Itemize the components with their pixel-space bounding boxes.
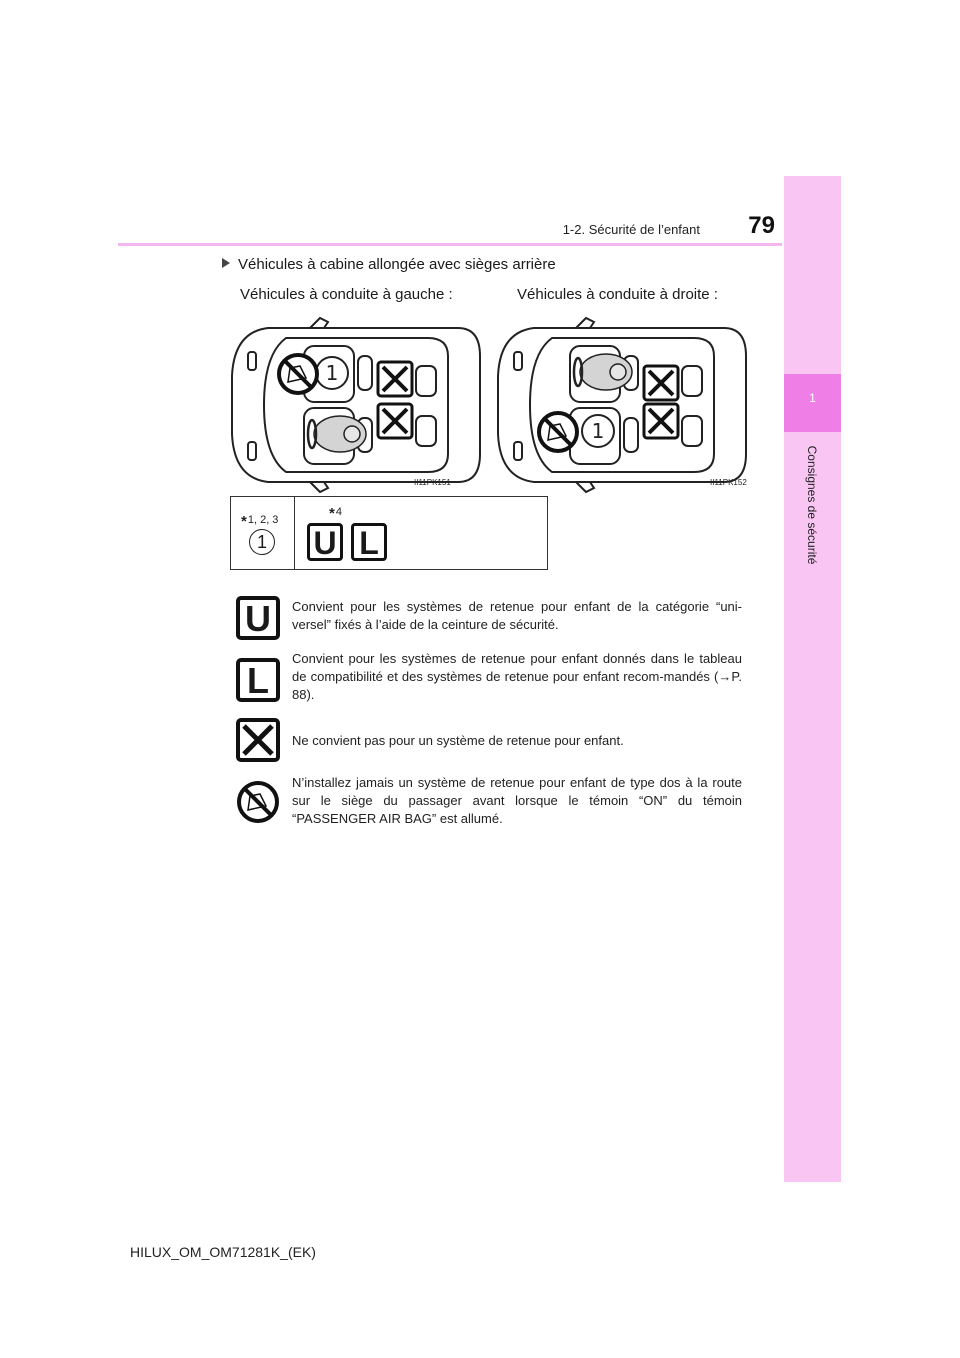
driver-figure xyxy=(574,354,632,390)
left-diagram-title: Véhicules à conduite à gauche : xyxy=(240,286,453,303)
legend-table xyxy=(230,496,548,570)
universal-symbol: U xyxy=(236,596,280,640)
legend-note-b xyxy=(329,505,342,522)
seat-number-label: 1 xyxy=(591,419,605,443)
universal-category-icon: U xyxy=(307,523,343,561)
cross-icon xyxy=(644,404,678,438)
listed-symbol: L xyxy=(236,658,280,702)
figure-code: II11PK152 xyxy=(710,478,747,487)
right-mirror xyxy=(310,482,328,492)
explanation-airbag-warning: N’installez jamais un système de retenue pour enfant de type dos à la route sur le siège du passager avant lorsque le témoin “ON” du témoin “PASSENGER AIR BAG” est allumé. xyxy=(292,775,742,826)
chapter-number: 1 xyxy=(809,391,816,405)
cross-icon xyxy=(378,404,412,438)
header-rule xyxy=(118,243,782,246)
section-title: 1-2. Sécurité de l’enfant xyxy=(562,222,700,237)
cross-icon xyxy=(236,718,280,762)
right-mirror xyxy=(576,482,594,492)
left-mirror xyxy=(576,318,594,328)
listed-seat-icon xyxy=(236,658,280,702)
asterisk-icon: * xyxy=(241,513,247,530)
no-rear-facing-seat-icon xyxy=(279,355,317,393)
explanation-universal: Convient pour les systèmes de retenue pour enfant de la catégorie “uni-versel” fixés à l’aide de la ceinture de sécurité. xyxy=(292,599,742,632)
listed-seat-icon: L xyxy=(351,523,387,561)
right-drive-diagram xyxy=(494,316,748,494)
legend-note-a-text: 1, 2, 3 xyxy=(247,514,279,526)
explanation-unsuitable: Ne convient pas pour un système de retenue pour enfant. xyxy=(292,733,624,748)
legend-note-b-text: 4 xyxy=(335,506,342,518)
chapter-title: Consignes de sécurité xyxy=(805,445,819,565)
legend-note-a xyxy=(241,513,278,530)
car-body-outline xyxy=(498,328,746,482)
right-diagram-title: Véhicules à conduite à droite : xyxy=(517,286,718,303)
page-number: 79 xyxy=(748,212,775,239)
asterisk-icon: * xyxy=(329,505,335,522)
cross-icon xyxy=(644,366,678,400)
driver-figure xyxy=(308,416,366,452)
no-rear-facing-seat-icon xyxy=(236,780,280,824)
triangle-bullet-icon xyxy=(222,258,230,268)
left-drive-diagram xyxy=(228,316,482,494)
section-heading xyxy=(222,256,556,273)
universal-category-icon xyxy=(236,596,280,640)
car-body-outline xyxy=(232,328,480,482)
cross-icon xyxy=(378,362,412,396)
seat-number-label: 1 xyxy=(325,361,339,385)
figure-code: II11PK151 xyxy=(414,478,451,487)
chapter-tab xyxy=(784,176,841,1182)
section-heading-text: Véhicules à cabine allongée avec sièges arrière xyxy=(238,256,556,273)
left-mirror xyxy=(310,318,328,328)
seat-number-icon: 1 xyxy=(249,529,275,555)
legend-divider xyxy=(294,497,295,569)
document-code: HILUX_OM_OM71281K_(EK) xyxy=(130,1244,316,1260)
explanation-listed: Convient pour les systèmes de retenue pour enfant donnés dans le tableau de compatibilité et des systèmes de retenue pour enfant recom-mandés (→P. 88). xyxy=(292,651,742,702)
no-rear-facing-seat-icon xyxy=(539,413,577,451)
